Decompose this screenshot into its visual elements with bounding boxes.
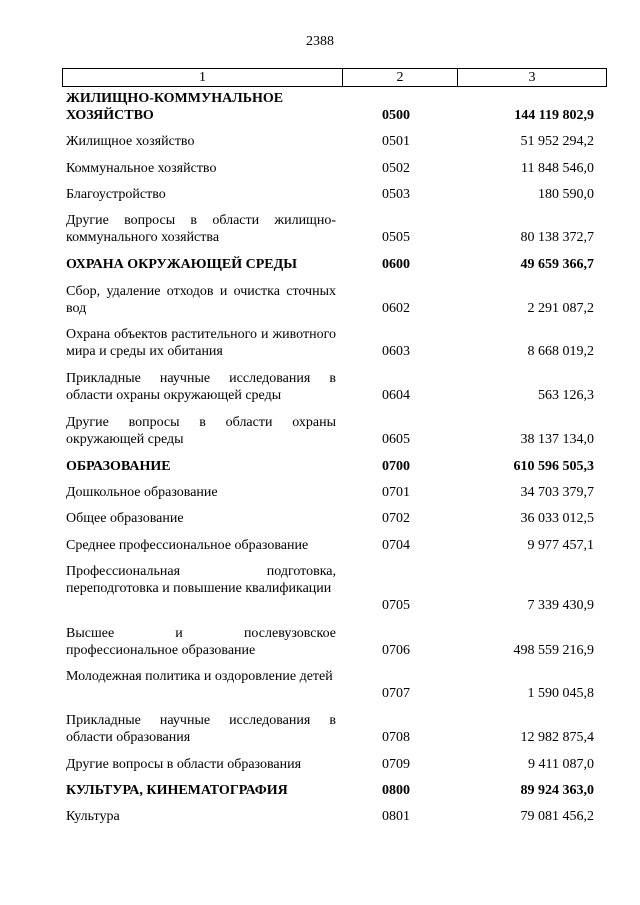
table-row (0, 256, 640, 273)
row-amount: 9 411 087,0 (528, 757, 594, 772)
row-name: Молодежная политика и оздоровление детей (66, 669, 333, 684)
row-code: 0707 (382, 686, 410, 701)
row-amount: 38 137 134,0 (520, 432, 594, 447)
row-amount: 1 590 045,8 (527, 686, 594, 701)
row-amount: 180 590,0 (538, 187, 594, 202)
row-amount: 89 924 363,0 (520, 783, 594, 798)
row-amount: 79 081 456,2 (520, 809, 594, 824)
row-amount: 80 138 372,7 (520, 230, 594, 245)
row-name: ОБРАЗОВАНИЕ (66, 459, 171, 474)
table-row (0, 808, 640, 825)
row-name: ОХРАНА ОКРУЖАЮЩЕЙ СРЕДЫ (66, 257, 297, 272)
row-name: Сбор, удаление отходов и очистка сточных вод (66, 284, 336, 316)
row-amount: 9 977 457,1 (527, 538, 594, 553)
row-amount: 7 339 430,9 (527, 598, 594, 613)
row-code: 0600 (382, 257, 410, 272)
row-code: 0704 (382, 538, 410, 553)
row-amount: 49 659 366,7 (520, 257, 594, 272)
table-row (0, 484, 640, 501)
row-name: Среднее профессиональное образование (66, 538, 309, 553)
table-row (0, 160, 640, 177)
row-code: 0700 (382, 459, 410, 474)
row-name: Прикладные научные исследования в области образования (66, 713, 336, 745)
row-amount: 51 952 294,2 (520, 134, 594, 149)
row-amount: 12 982 875,4 (520, 730, 594, 745)
row-code: 0603 (382, 344, 410, 359)
table-row (0, 283, 640, 317)
row-name: ЖИЛИЩНО-КОММУНАЛЬНОЕ ХОЗЯЙСТВО (66, 91, 284, 123)
row-amount: 610 596 505,3 (513, 459, 594, 474)
table-row (0, 668, 640, 702)
row-name: Жилищное хозяйство (66, 134, 195, 149)
table-row (0, 782, 640, 799)
row-name: Другие вопросы в области образования (66, 757, 302, 772)
row-code: 0706 (382, 643, 410, 658)
table-row (0, 756, 640, 773)
row-name: Коммунальное хозяйство (66, 161, 217, 176)
row-name: Благоустройство (66, 187, 166, 202)
row-code: 0604 (382, 388, 410, 403)
row-code: 0800 (382, 783, 410, 798)
table-row (0, 186, 640, 203)
header-col-2-label: 2 (396, 70, 404, 85)
row-name: Дошкольное образование (66, 485, 218, 500)
table-row (0, 510, 640, 527)
table-row (0, 370, 640, 404)
table-row (0, 133, 640, 150)
row-code: 0709 (382, 757, 410, 772)
row-name: Другие вопросы в области жилищно-коммунального хозяйства (66, 213, 336, 245)
row-amount: 8 668 019,2 (527, 344, 594, 359)
row-code: 0702 (382, 511, 410, 526)
row-amount: 34 703 379,7 (520, 485, 594, 500)
row-code: 0503 (382, 187, 410, 202)
table-row (0, 414, 640, 448)
row-amount: 144 119 802,9 (514, 108, 594, 123)
row-name: Другие вопросы в области охраны окружающей среды (66, 415, 336, 447)
row-code: 0801 (382, 809, 410, 824)
table-row (0, 326, 640, 360)
table-row (0, 625, 640, 659)
row-code: 0602 (382, 301, 410, 316)
row-code: 0501 (382, 134, 410, 149)
row-amount: 11 848 546,0 (521, 161, 594, 176)
row-name: Охрана объектов растительного и животного мира и среды их обитания (66, 327, 336, 359)
row-code: 0708 (382, 730, 410, 745)
row-code: 0605 (382, 432, 410, 447)
row-code: 0502 (382, 161, 410, 176)
row-name: Высшее и послевузовское профессиональное образование (66, 626, 336, 658)
row-name: Прикладные научные исследования в области охраны окружающей среды (66, 371, 336, 403)
row-code: 0500 (382, 108, 410, 123)
row-amount: 498 559 216,9 (513, 643, 594, 658)
row-code: 0701 (382, 485, 410, 500)
table-row (0, 458, 640, 475)
header-col-1: 1 (63, 69, 343, 86)
table-row (0, 563, 640, 614)
row-code: 0705 (382, 598, 410, 613)
row-amount: 2 291 087,2 (527, 301, 594, 316)
row-code: 0505 (382, 230, 410, 245)
table-row (0, 537, 640, 554)
header-col-3-label: 3 (528, 70, 536, 85)
row-amount: 563 126,3 (538, 388, 594, 403)
row-name: КУЛЬТУРА, КИНЕМАТОГРАФИЯ (66, 783, 288, 798)
row-name: Культура (66, 809, 120, 824)
table-row (0, 712, 640, 746)
table-row (0, 90, 640, 124)
row-name: Общее образование (66, 511, 184, 526)
page-number: 2388 (306, 34, 334, 49)
row-amount: 36 033 012,5 (520, 511, 594, 526)
row-name: Профессиональная подготовка, переподготовка и повышение квалификации (66, 564, 336, 596)
table-row (0, 212, 640, 246)
